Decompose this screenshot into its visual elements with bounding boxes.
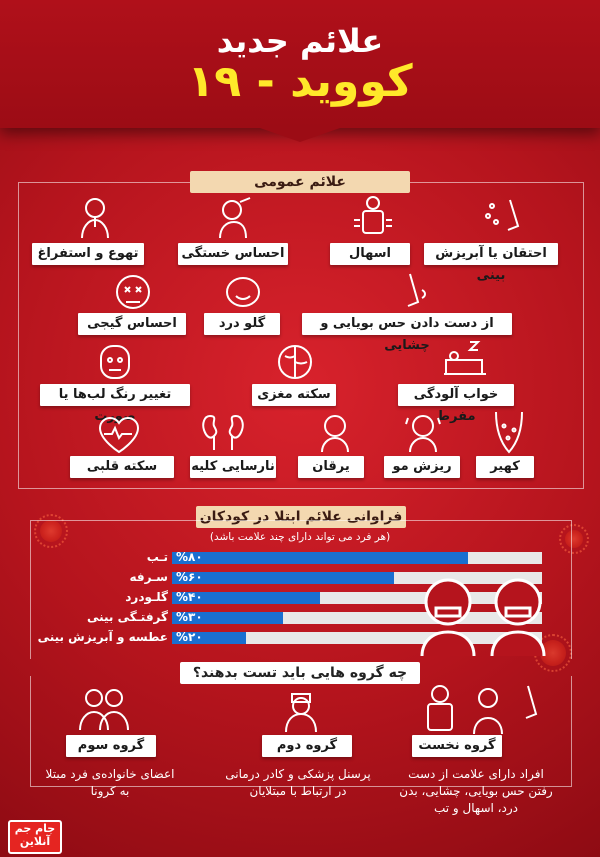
chart-bar [172,552,468,564]
chart-category-label: گرفتـگی بینی [86,610,168,624]
chart-category-label: سـرفه [129,570,168,584]
symptom-label: تغییر رنگ لب‌ها یا صورت [40,384,190,406]
group-description: اعضای خانواده‌ی فرد مبتلا به کرونا [45,767,175,798]
chart-category-label: عطسه و آبریزش بینی [37,630,168,644]
children-masks-icon [410,568,560,658]
children-note: (هر فرد می تواند دارای چند علامت باشد) [209,531,391,543]
group-description: پرسنل پزشکی و کادر درمانی در ارتباط با مبتلایان [225,767,371,798]
symptom-label: تهوع و استفراغ [32,243,144,265]
symptom-label: نارسایی کلیه [190,456,276,478]
symptom-label: احساس گیجی [78,313,186,335]
chart-bar [172,572,394,584]
sleeping-bed-icon [440,336,490,384]
dizzy-face-icon [108,270,158,318]
group-description: افراد دارای علامت از دست رفتن حس بویایی، چشایی، بدن درد، اسهال و تب [399,767,553,815]
rash-body-icon [484,408,534,456]
symptom-label: سکته مغزی [252,384,336,406]
chart-value-label: %۸۰ [176,550,203,564]
kidney-icon [198,408,248,456]
group-label: گروه سوم [66,735,156,757]
chart-value-label: %۳۰ [176,610,203,624]
symptom-label: گلو درد [204,313,280,335]
symptom-label: سکته قلبی [70,456,174,478]
group-label: گروه نخست [412,735,502,757]
symptom-label: خواب آلودگی مفرط [398,384,514,406]
sore-throat-icon [218,270,268,318]
symptom-label: کهیر [476,456,534,478]
heart-pulse-icon [94,412,144,460]
face-discoloration-icon [90,340,140,388]
chart-value-label: %۶۰ [176,570,203,584]
group-label: گروه دوم [262,735,352,757]
children-heading: فراوانی علائم ابتلا در کودکان [196,506,406,528]
symptom-label: احساس خستگی [178,243,288,265]
chart-category-label: تـب [146,550,168,564]
symptom-label: ریزش مو [384,456,460,478]
brain-icon [270,340,320,388]
chart-value-label: %۴۰ [176,590,203,604]
sneeze-nose-icon [480,196,530,244]
family-icon [74,684,134,734]
jaundice-face-icon [310,408,360,456]
chart-value-label: %۲۰ [176,630,203,644]
symptom-label: اسهال [330,243,410,265]
diarrhea-icon [348,194,398,242]
symptomatic-person-icon [410,680,560,736]
title-line2: کووید - ۱۹ [187,56,413,107]
symptom-label: یرقان [298,456,364,478]
chart-bar-track [172,552,542,564]
testing-heading: چه گروه هایی باید تست بدهند؟ [180,662,420,684]
title-line1: علائم جدید [216,22,384,60]
vomiting-icon [70,194,120,242]
symptom-label: احتقان یا آبریزش بینی [424,243,558,265]
general-heading: علائم عمومی [190,171,410,193]
hair-loss-icon [398,408,448,456]
brand-logo: جام جم آنلاین [8,820,62,854]
nurse-icon [276,684,326,734]
symptom-label: از دست دادن حس بویایی و چشایی [302,313,512,335]
tired-person-icon [210,194,260,242]
nose-smell-icon [388,270,438,318]
chart-category-label: گلـودرد [125,590,168,604]
